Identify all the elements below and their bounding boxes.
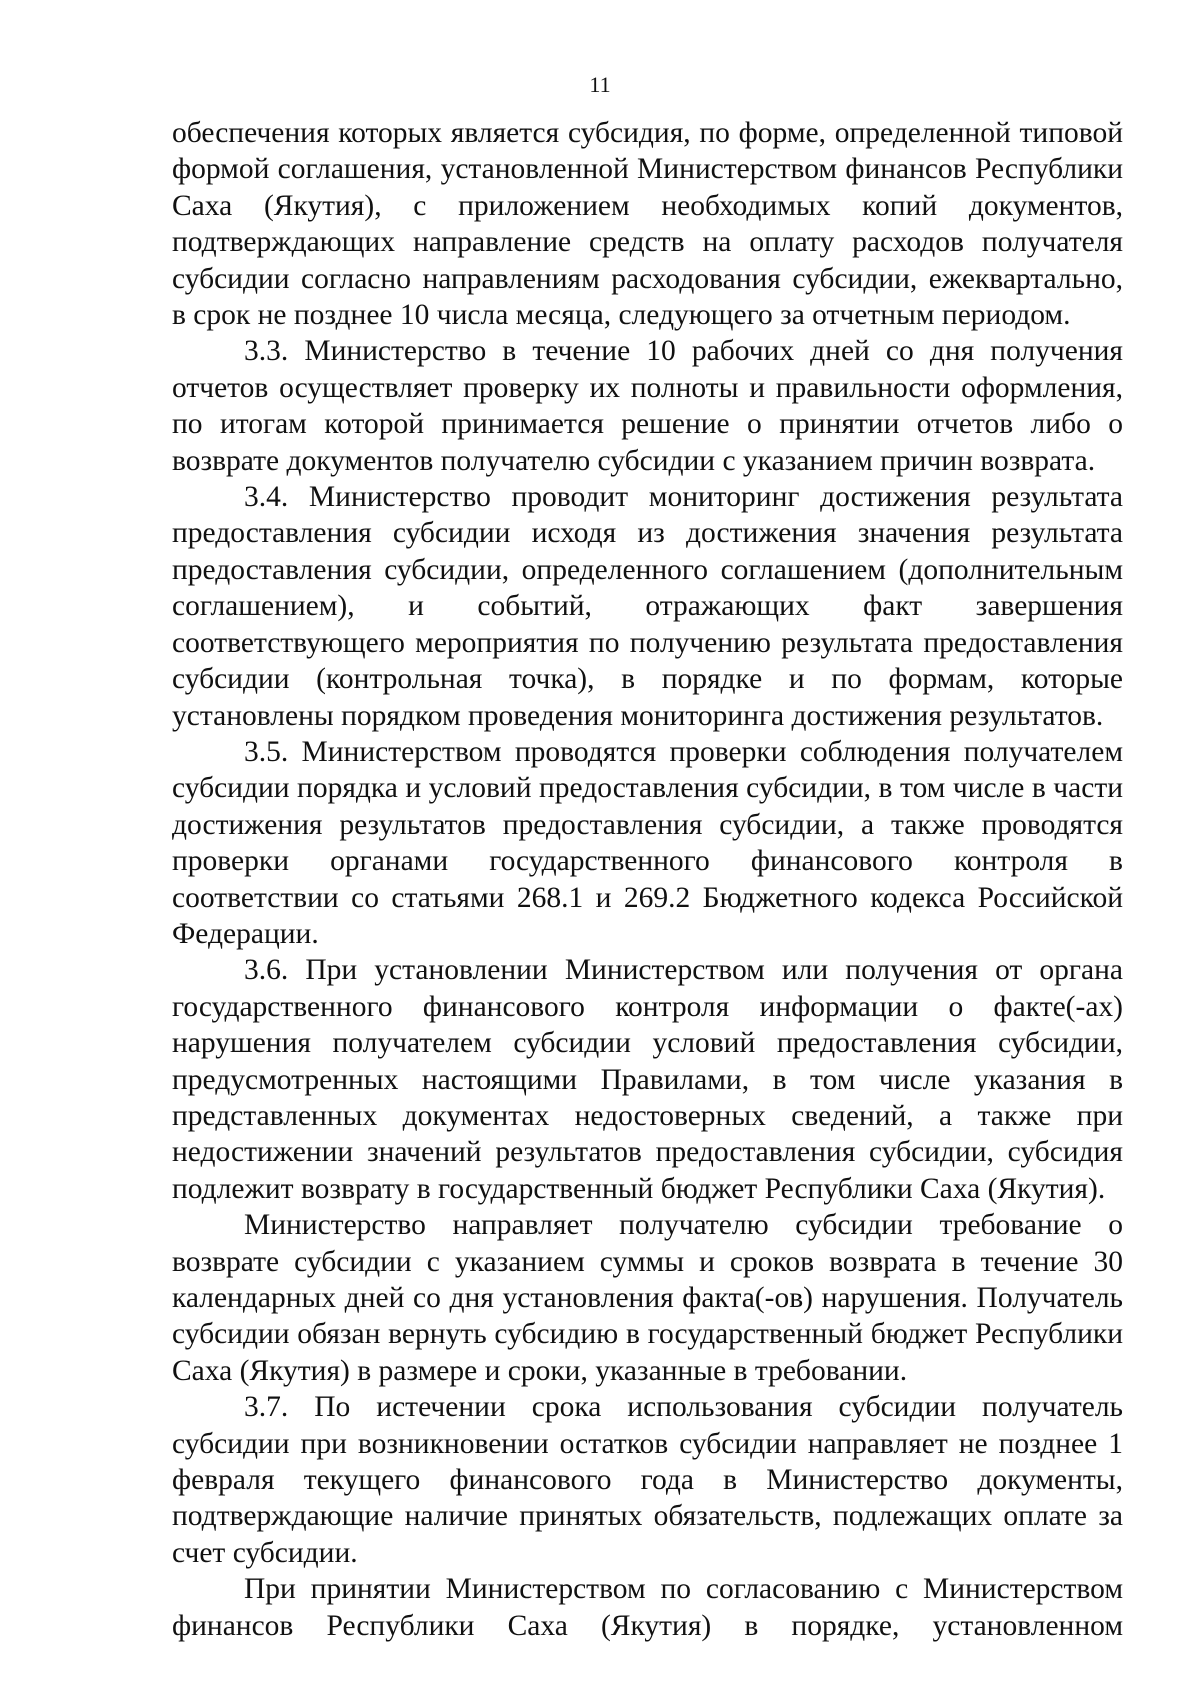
paragraph-3-4: 3.4. Министерство проводит мониторинг достижения результата предоставления субсидии исходя из достижения значения результата предоставления субсидии, определенного соглашением (дополнительным соглашением), и событий, отражающих факт завершения соответствующего мероприятия по получению результата предоставления субсидии (контрольная точка), в порядке и по формам, которые установлены порядком проведения мониторинга достижения результатов. <box>172 481 1123 732</box>
paragraph-3-5: 3.5. Министерством проводятся проверки соблюдения получателем субсидии порядка и условий предоставления субсидии, в том числе в части достижения результатов предоставления субсидии, а также проводятся проверки органами государственного финансового контроля в соответствии со статьями 268.1 и 269.2 Бюджетного кодекса Российской Федерации. <box>172 735 1123 950</box>
paragraph-continuation: обеспечения которых является субсидия, по форме, определенной типовой формой соглашения, установленной Министерством финансов Республики Саха (Якутия), с приложением необходимых копий документов, подтверждающих направление средств на оплату расходов получателя субсидии согласно направлениям расходования субсидии, ежеквартально, в срок не позднее 10 числа месяца, следующего за отчетным периодом. <box>172 117 1123 332</box>
paragraph-3-6: 3.6. При установлении Министерством или получения от органа государственного финансового контроля информации о факте(-ах) нарушения получателем субсидии условий предоставления субсидии, предусмотренных настоящими Правилами, в том числе указания в представленных документах недостоверных сведений, а также при недостижении значений результатов предоставления субсидии, субсидия подлежит возврату в государственный бюджет Республики Саха (Якутия). <box>172 954 1123 1205</box>
paragraph-refund-demand: Министерство направляет получателю субсидии требование о возврате субсидии с указанием суммы и сроков возврата в течение 30 календарных дней со дня установления факта(-ов) нарушения. Получатель субсидии обязан вернуть субсидию в государственный бюджет Республики Саха (Якутия) в размере и сроки, указанные в требовании. <box>172 1209 1123 1387</box>
page-number: 11 <box>589 72 611 97</box>
body-text <box>172 115 1123 1644</box>
paragraph-acceptance: При принятии Министерством по согласованию с Министерством финансов Республики Саха (Якутия) в порядке, установленном <box>172 1573 1123 1642</box>
paragraph-3-3: 3.3. Министерство в течение 10 рабочих дней со дня получения отчетов осуществляет проверку их полноты и правильности оформления, по итогам которой принимается решение о принятии отчетов либо о возврате документов получателю субсидии с указанием причин возврата. <box>172 335 1123 477</box>
paragraph-3-7: 3.7. По истечении срока использования субсидии получатель субсидии при возникновении остатков субсидии направляет не позднее 1 февраля текущего финансового года в Министерство документы, подтверждающие наличие принятых обязательств, подлежащих оплате за счет субсидии. <box>172 1391 1123 1569</box>
